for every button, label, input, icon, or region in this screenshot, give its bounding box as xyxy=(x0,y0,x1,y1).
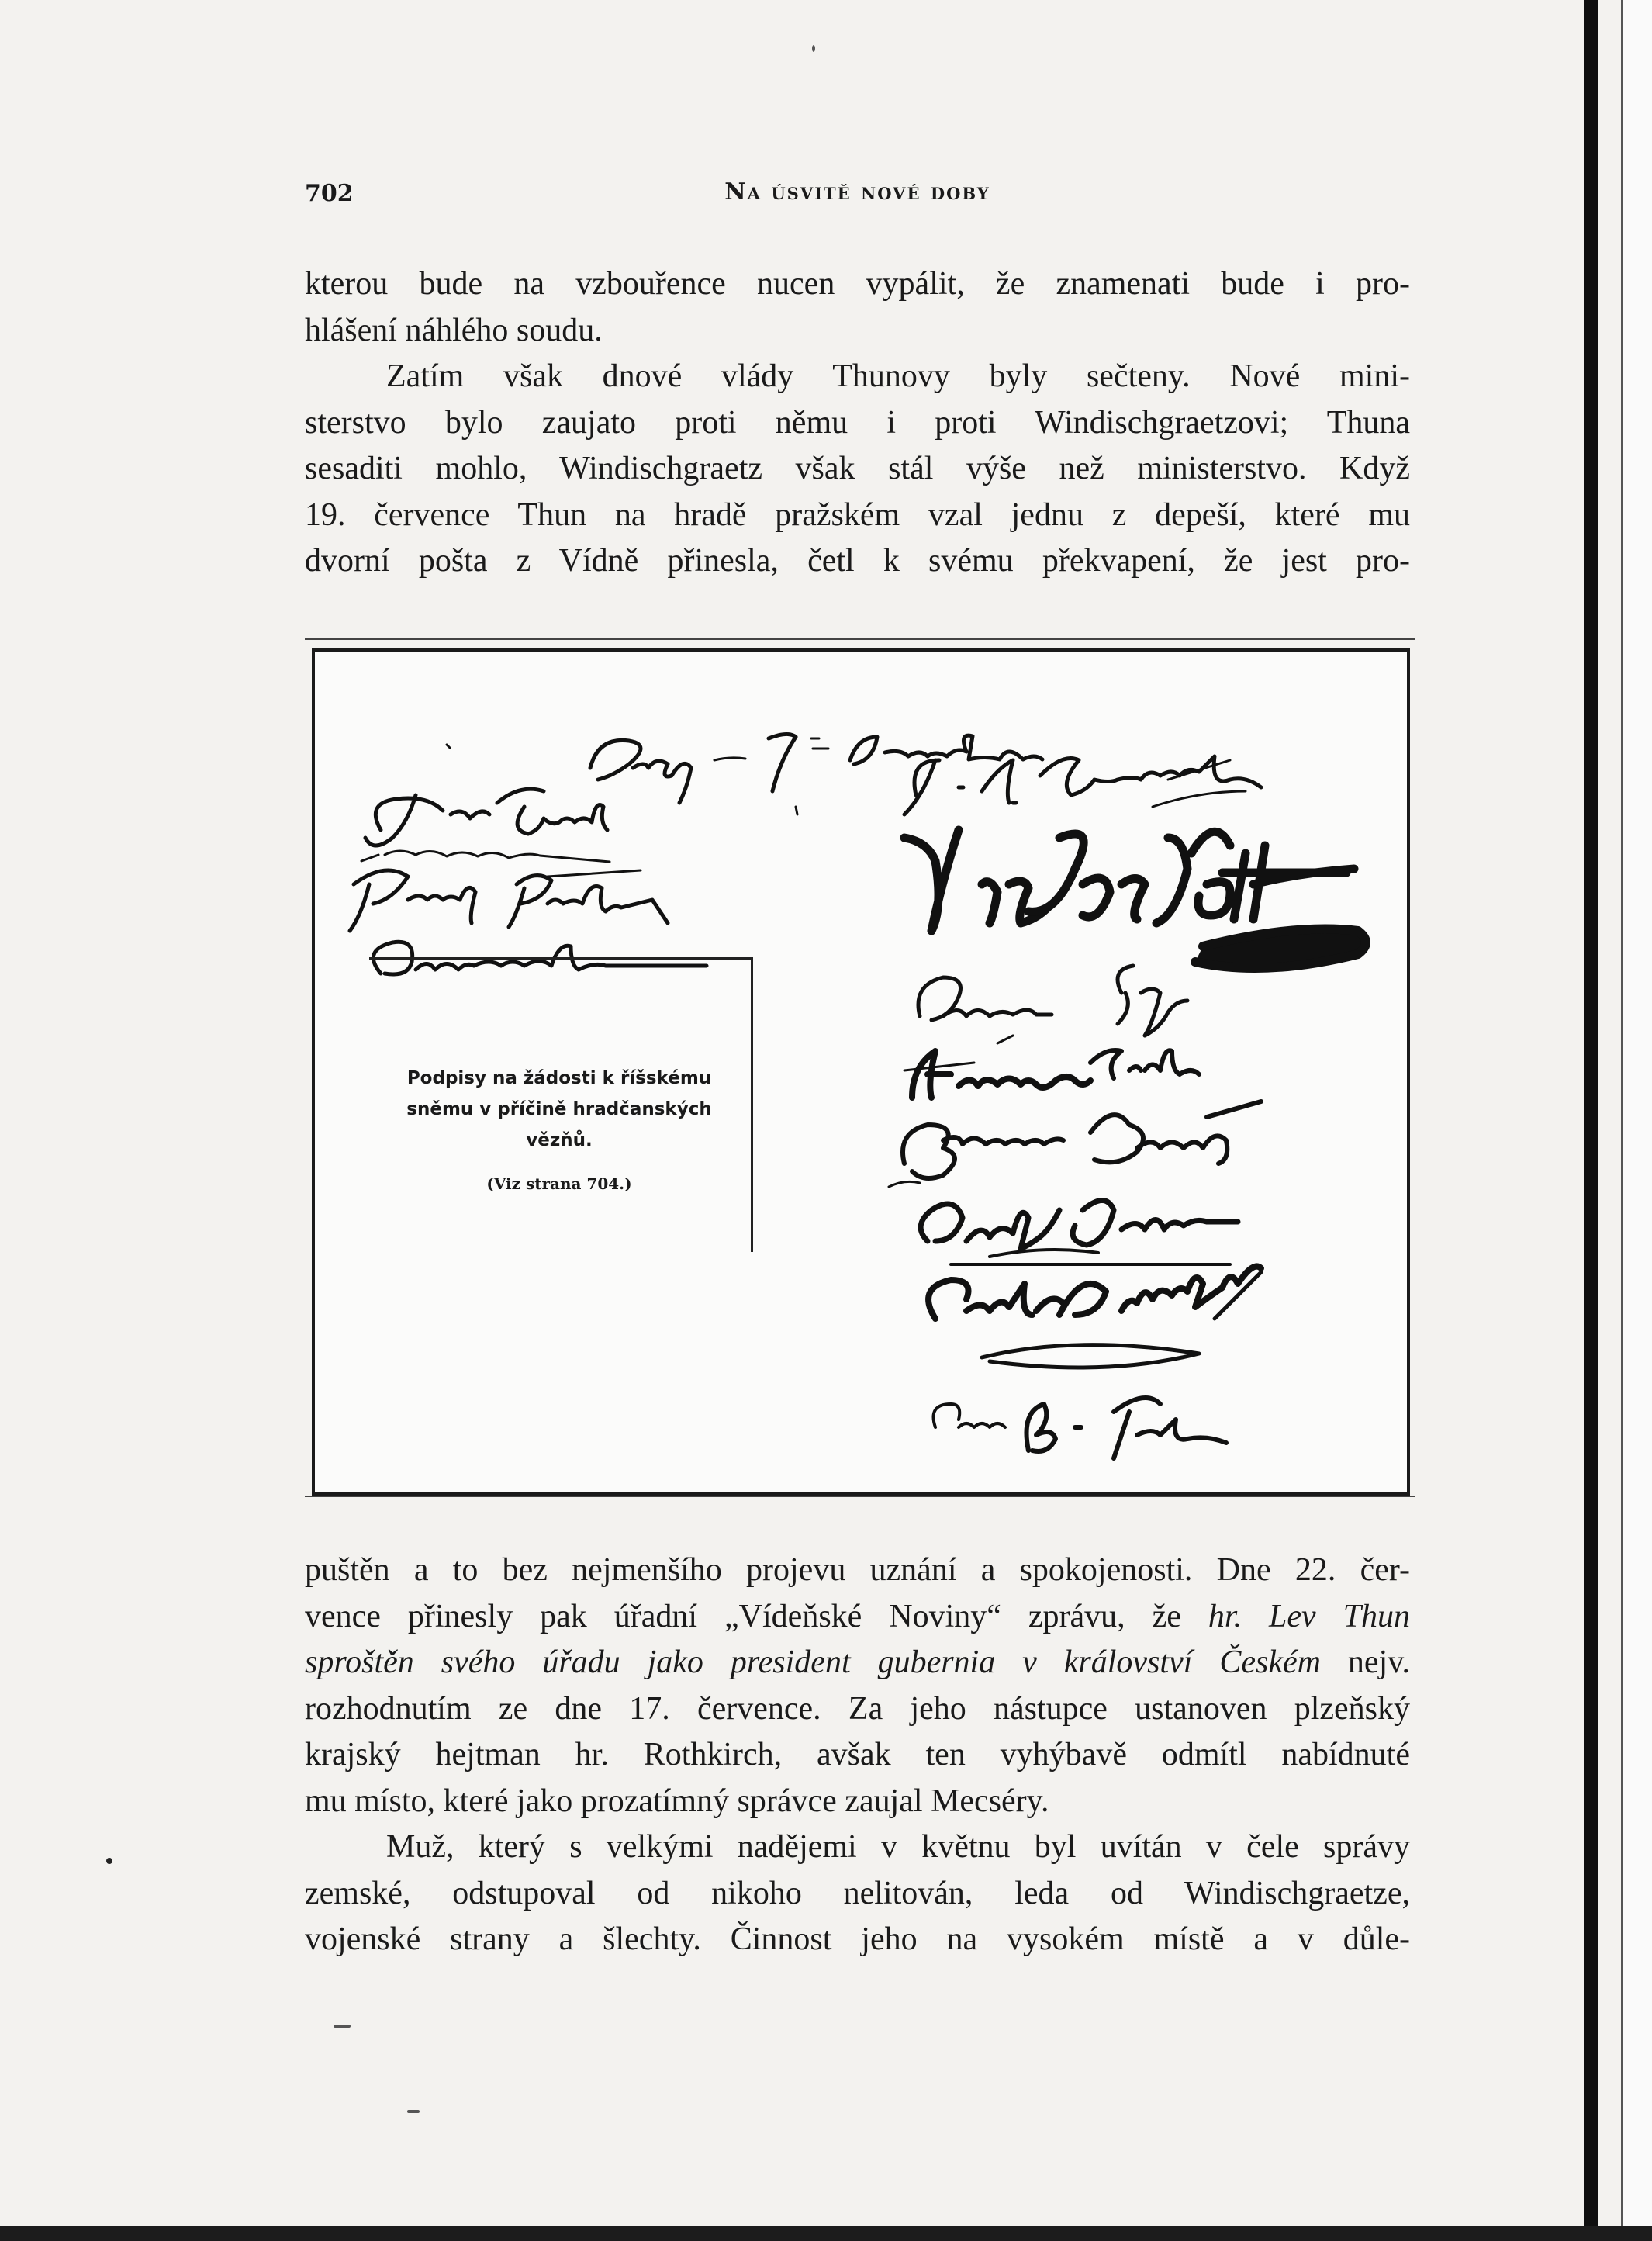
text-line: 19. července Thun na hradě pražském vzal jednu z depeší, které mu xyxy=(305,496,1410,533)
text-line xyxy=(305,1594,1410,1641)
figure-caption: Podpisy na žádosti k říšskému sněmu v příčině hradčanských vězňů. xyxy=(406,1068,712,1150)
text-line: zemské, odstupoval od nikoho nelitován, leda od Windischgraetze, xyxy=(305,1875,1410,1911)
text-line: kterou bude na vzbouřence nucen vypálit, že znamenati bude i pro- xyxy=(305,266,1410,302)
text-line: hlášení náhlého soudu. xyxy=(305,312,603,348)
page-number: 702 xyxy=(305,180,354,207)
text-line: vojenské strany a šlechty. Činnost jeho na vysokém místě a v důle- xyxy=(305,1921,1410,1957)
scan-edge-bottom xyxy=(0,2226,1652,2241)
scan-speck xyxy=(812,45,815,52)
scan-edge-next-page xyxy=(1621,0,1652,2241)
text-line: sterstvo bylo zaujato proti němu i proti Windischgraetzovi; Thuna xyxy=(305,404,1410,441)
text-line xyxy=(305,1640,1410,1686)
text-line: mu místo, které jako prozatímný správce zaujal Mecséry. xyxy=(305,1783,1049,1819)
text-line: Muž, který s velkými nadějemi v květnu byl uvítán v čele správy xyxy=(386,1829,1410,1865)
text-line: puštěn a to bez nejmenšího projevu uznání a spokojenosti. Dne 22. čer- xyxy=(305,1552,1410,1588)
text-line: Zatím však dnové vlády Thunovy byly sečteny. Nové mini- xyxy=(386,358,1410,394)
figure-frame xyxy=(312,648,1410,1496)
italic-run: hr. Lev Thun xyxy=(1208,1598,1410,1634)
text-line: dvorní pošta z Vídně přinesla, četl k svému překvapení, že jest pro- xyxy=(305,543,1410,579)
text-line: rozhodnutím ze dne 17. července. Za jeho nástupce ustanoven plzeňský xyxy=(305,1690,1410,1727)
text-line: sesaditi mohlo, Windischgraetz však stál výše než ministerstvo. Když xyxy=(305,451,1410,486)
italic-run: sproštěn svého úřadu jako president gubernia v království Českém xyxy=(305,1644,1321,1680)
running-title: Na úsvitě nové doby xyxy=(724,178,990,206)
figure-caption-box xyxy=(354,953,757,1263)
figure-caption-reference: (Viz strana 704.) xyxy=(486,1174,632,1193)
paragraph-bottom xyxy=(305,1548,1410,1963)
paragraph-top xyxy=(305,261,1410,585)
caption-box-top-rule xyxy=(369,957,752,960)
signatures-figure xyxy=(305,638,1415,1497)
scan-speck xyxy=(407,2110,420,2113)
scan-speck xyxy=(334,2025,351,2028)
text-run: vence přinesly pak úřadní „Vídeňské Noviny“ zprávu, že xyxy=(305,1598,1208,1634)
text-line: krajský hejtman hr. Rothkirch, avšak ten vyhýbavě odmítl nabídnuté xyxy=(305,1737,1410,1772)
text-run: nejv. xyxy=(1320,1644,1410,1680)
scan-edge-dark xyxy=(1584,0,1598,2241)
scan-speck xyxy=(106,1858,112,1864)
caption-box-side-rule xyxy=(751,957,753,1252)
page-header xyxy=(305,177,1410,211)
